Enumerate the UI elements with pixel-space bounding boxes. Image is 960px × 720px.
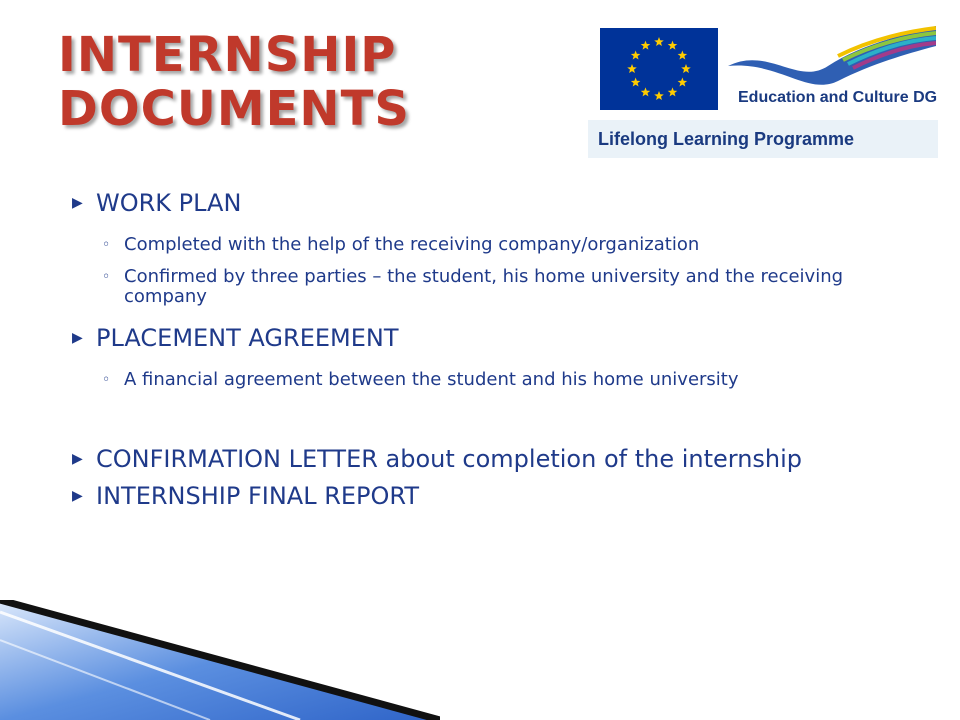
bullet-placement-agreement [70,325,920,352]
eu-star-icon [678,78,688,87]
dg-label: Education and Culture DG [738,89,938,106]
eu-star-icon [678,51,688,60]
decorative-corner-swoosh [0,600,440,720]
subitem-text: A financial agreement between the student and his home university [124,369,739,390]
bullet-label: INTERNSHIP FINAL REPORT [96,482,419,510]
eu-star-icon [654,37,664,46]
programme-label: Lifelong Learning Programme [598,129,855,149]
bullet-label: CONFIRMATION LETTER about completion of the internship [96,445,803,473]
eu-star-icon [668,87,678,96]
title-line-1: INTERNSHIP [58,27,397,83]
triangle-right-icon: ▶ [72,488,83,504]
colorful-swoosh-icon [728,26,936,88]
subitem [70,370,920,390]
eu-star-icon [641,41,651,50]
triangle-right-icon: ▶ [72,330,83,346]
subitem [70,267,920,307]
eu-star-icon [627,64,637,73]
bullet-confirmation-letter [70,446,920,473]
bullet-list [70,190,920,510]
slide-title [58,28,410,136]
eu-star-icon [668,41,678,50]
subitem-text: Confirmed by three parties – the student, his home university and the receiving company [124,266,844,307]
eu-lifelong-learning-logo [588,22,938,158]
subitem [70,235,920,255]
eu-star-icon [631,51,641,60]
bullet-label: PLACEMENT AGREEMENT [96,324,399,352]
bullet-final-report [70,483,920,510]
title-line-2: DOCUMENTS [58,81,410,137]
circle-outline-icon: ◦ [102,269,111,285]
eu-star-icon [681,64,691,73]
circle-outline-icon: ◦ [102,237,111,253]
eu-star-icon [631,78,641,87]
eu-star-icon [641,87,651,96]
circle-outline-icon: ◦ [102,372,111,388]
triangle-right-icon: ▶ [72,451,83,467]
bullet-work-plan [70,190,920,217]
eu-star-icon [654,91,664,100]
bullet-label: WORK PLAN [96,189,242,217]
triangle-right-icon: ▶ [72,195,83,211]
eu-flag-icon [600,28,718,110]
subitem-text: Completed with the help of the receiving company/organization [124,234,700,255]
